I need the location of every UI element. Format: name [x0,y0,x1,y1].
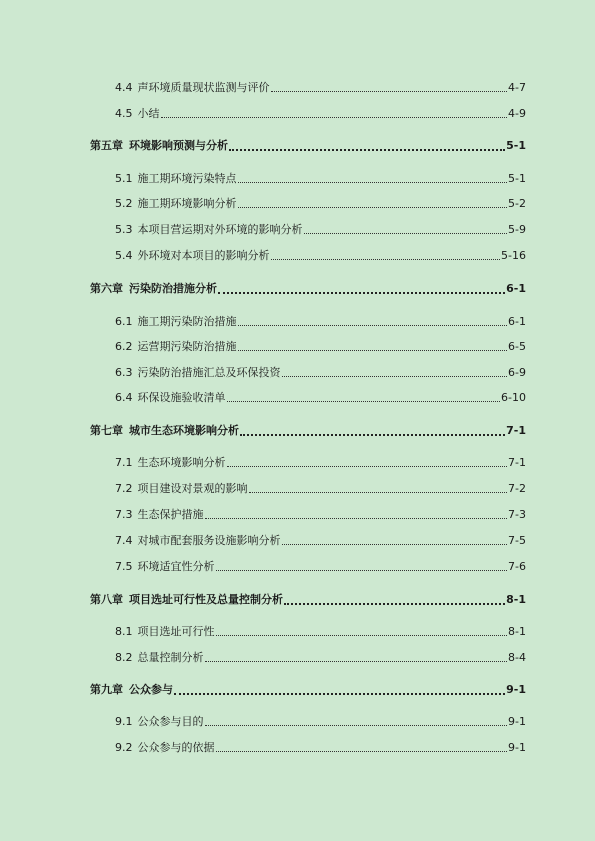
toc-entry-7-2[interactable] [115,482,526,496]
toc-chapter-8[interactable] [90,593,526,607]
toc-title: 总量控制分析 [137,651,204,664]
toc-title: 环境适宜性分析 [137,560,215,573]
toc-entry-6-3[interactable] [115,366,526,380]
toc-chapter-7[interactable] [90,424,526,438]
toc-title: 小结 [137,107,160,120]
toc-title: 污染防治措施分析 [129,282,217,295]
dot-leader [227,400,501,402]
toc-page-number: 6-1 [508,315,526,328]
toc-page-number: 7-6 [508,560,526,573]
toc-entry-9-1[interactable] [115,715,526,729]
toc-number: 6.1 [115,315,133,328]
toc-number: 8.1 [115,625,133,638]
toc-page-number: 4-9 [508,107,526,120]
toc-title: 生态环境影响分析 [137,456,226,469]
toc-chapter-number: 第九章 [90,683,123,696]
dot-leader [205,724,508,726]
toc-page-number: 4-7 [508,81,526,94]
toc-chapter-5[interactable] [90,139,526,153]
toc-page-number: 9-1 [508,715,526,728]
toc-number: 5.4 [115,249,133,262]
toc-page-number: 6-9 [508,366,526,379]
toc-number: 5.2 [115,197,133,210]
toc-title: 环保设施验收清单 [137,391,226,404]
toc-entry-7-1[interactable] [115,456,526,470]
toc-number: 7.1 [115,456,133,469]
dot-leader [205,660,508,662]
toc-number: 6.3 [115,366,133,379]
toc-page-number: 5-2 [508,197,526,210]
dot-leader [271,258,501,260]
toc-title: 环境影响预测与分析 [129,139,228,152]
toc-page-number: 8-1 [508,625,526,638]
dot-leader [174,692,505,695]
dot-leader [227,465,508,467]
dot-leader [304,232,508,234]
dot-leader [284,602,505,605]
toc-chapter-number: 第五章 [90,139,123,152]
toc-page-number: 7-5 [508,534,526,547]
toc-number: 6.4 [115,391,133,404]
toc-number: 4.5 [115,107,133,120]
toc-entry-5-2[interactable] [115,197,526,211]
toc-title: 项目选址可行性及总量控制分析 [129,593,283,606]
toc-page-number: 6-1 [506,282,526,295]
toc-chapter-number: 第八章 [90,593,123,606]
toc-number: 8.2 [115,651,133,664]
toc-title: 对城市配套服务设施影响分析 [137,534,281,547]
toc-page-number: 5-1 [506,139,526,152]
toc-entry-7-5[interactable] [115,560,526,574]
toc-title: 生态保护措施 [137,508,204,521]
toc-page-number: 7-1 [508,456,526,469]
dot-leader [216,634,508,636]
toc-title: 施工期环境影响分析 [137,197,237,210]
toc-entry-4-5[interactable] [115,107,526,121]
toc-title: 污染防治措施汇总及环保投资 [137,366,281,379]
toc-page-number: 6-5 [508,340,526,353]
toc-page-number: 5-9 [508,223,526,236]
dot-leader [282,543,508,545]
toc-entry-8-2[interactable] [115,651,526,665]
toc-title: 公众参与目的 [137,715,204,728]
dot-leader [240,433,505,436]
toc-page-number: 5-16 [501,249,526,262]
dot-leader [282,375,508,377]
toc-entry-6-4[interactable] [115,391,526,405]
toc-number: 5.1 [115,172,133,185]
toc-chapter-9[interactable] [90,683,526,697]
toc-entry-5-4[interactable] [115,249,526,263]
toc-number: 4.4 [115,81,133,94]
dot-leader [238,206,508,208]
toc-page-number: 8-4 [508,651,526,664]
toc-entry-5-1[interactable] [115,172,526,186]
dot-leader [238,181,508,183]
toc-title: 声环境质量现状监测与评价 [137,81,270,94]
toc-chapter-number: 第六章 [90,282,123,295]
toc-number: 9.1 [115,715,133,728]
toc-number: 6.2 [115,340,133,353]
toc-entry-7-3[interactable] [115,508,526,522]
toc-page-number: 8-1 [506,593,526,606]
dot-leader [271,90,508,92]
toc-chapter-6[interactable] [90,282,526,296]
toc-number: 7.4 [115,534,133,547]
dot-leader [218,291,505,294]
toc-chapter-number: 第七章 [90,424,123,437]
toc-page-number: 5-1 [508,172,526,185]
toc-title: 外环境对本项目的影响分析 [137,249,270,262]
toc-entry-6-2[interactable] [115,340,526,354]
dot-leader [238,324,508,326]
dot-leader [216,750,508,752]
dot-leader [229,148,505,151]
toc-title: 施工期环境污染特点 [137,172,237,185]
toc-title: 项目选址可行性 [137,625,215,638]
toc-number: 7.2 [115,482,133,495]
toc-title: 公众参与 [129,683,173,696]
toc-entry-4-4[interactable] [115,81,526,95]
toc-page-number: 7-2 [508,482,526,495]
toc-number: 7.3 [115,508,133,521]
toc-title: 本项目营运期对外环境的影响分析 [137,223,303,236]
toc-number: 5.3 [115,223,133,236]
toc-page-number: 9-1 [506,683,526,696]
toc-entry-8-1[interactable] [115,625,526,639]
toc-entry-5-3[interactable] [115,223,526,237]
toc-entry-9-2[interactable] [115,741,526,755]
toc-title: 公众参与的依据 [137,741,215,754]
toc-title: 项目建设对景观的影响 [137,482,248,495]
dot-leader [205,517,508,519]
toc-title: 施工期污染防治措施 [137,315,237,328]
toc-entry-7-4[interactable] [115,534,526,548]
dot-leader [249,491,508,493]
toc-page-number: 7-1 [506,424,526,437]
toc-title: 城市生态环境影响分析 [129,424,239,437]
toc-title: 运营期污染防治措施 [137,340,237,353]
toc-page-number: 6-10 [501,391,526,404]
toc-entry-6-1[interactable] [115,315,526,329]
dot-leader [238,349,508,351]
toc-page-number: 9-1 [508,741,526,754]
dot-leader [161,116,508,118]
toc-number: 7.5 [115,560,133,573]
toc-page-number: 7-3 [508,508,526,521]
toc-number: 9.2 [115,741,133,754]
dot-leader [216,569,508,571]
